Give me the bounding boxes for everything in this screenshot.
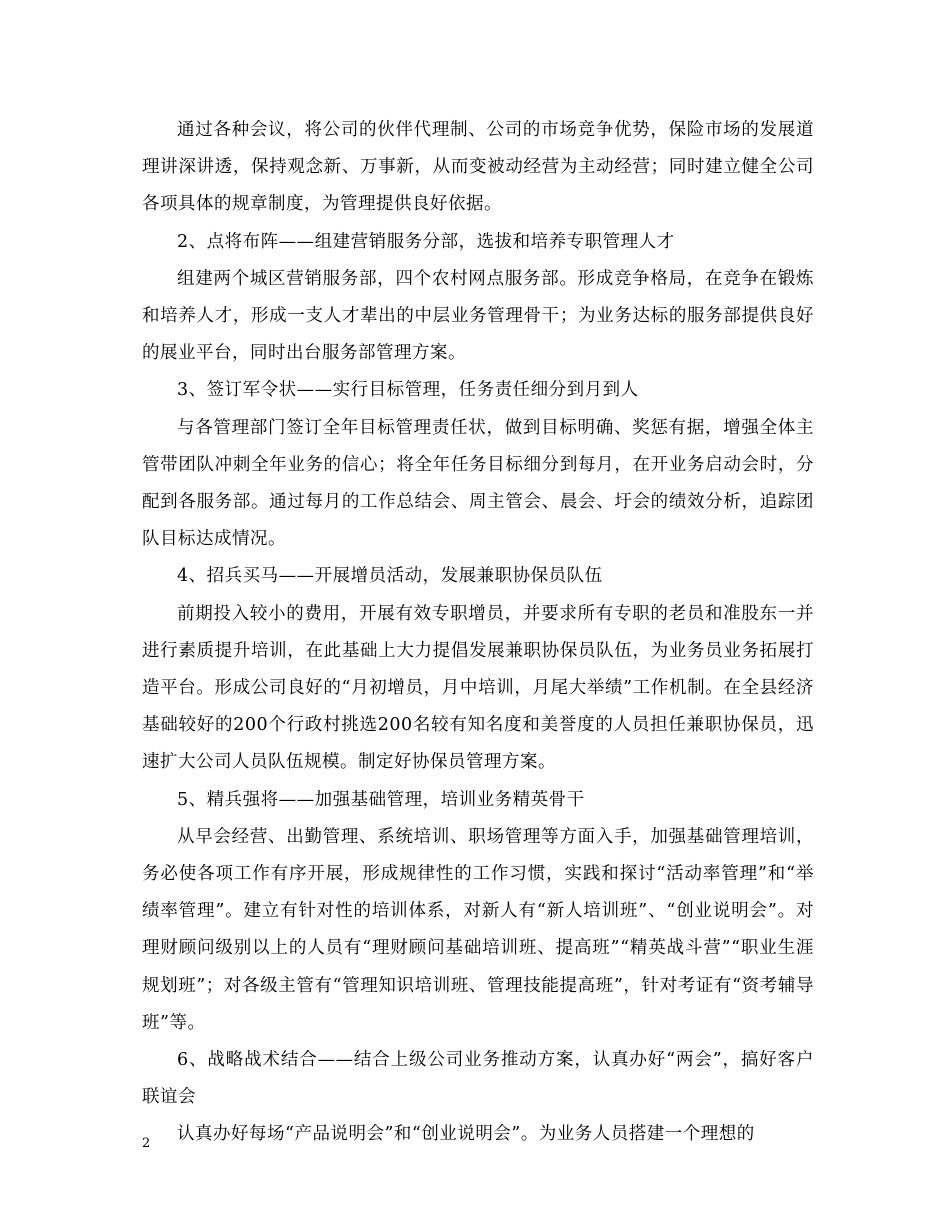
paragraph-recruitment: 前期投入较小的费用，开展有效专职增员，并要求所有专职的老员和准股东一并进行素质提升培训，在此基础上大力提倡发展兼职协保员队伍，为业务员业务拓展打造平台。形成公司良好的“月初增员，月中培训，月尾大举绩”工作机制。在全县经济基础较好的200个行政村挑选200名较有知名度和美誉度的人员担任兼职协保员，迅速扩大公司人员队伍规模。制定好协保员管理方案。 (142, 603, 814, 773)
page-number: 2 (142, 1136, 151, 1151)
paragraph-intro-meetings: 通过各种会议，将公司的伙伴代理制、公司的市场竞争优势，保险市场的发展道理讲深讲透，保持观念新、万事新，从而变被动经营为主动经营；同时建立健全公司各项具体的规章制度，为管理提供良好依据。 (142, 120, 814, 215)
document-body (142, 112, 814, 1154)
paragraph-target-management: 与各管理部门签订全年目标管理责任状，做到目标明确、奖惩有据，增强全体主管带团队冲刺全年业务的信心；将全年任务目标细分到每月，在开业务启动会时，分配到各服务部。通过每月的工作总结会、周主管会、晨会、圩会的绩效分析，追踪团队目标达成情况。 (142, 417, 814, 550)
heading-3-military-order: 3、签订军令状——实行目标管理，任务责任细分到月到人 (177, 380, 639, 401)
paragraph-briefing-sessions: 认真办好每场“产品说明会”和“创业说明会”。为业务人员搭建一个理想的 (177, 1124, 755, 1145)
paragraph-basic-management-training: 从早会经营、出勤管理、系统培训、职场管理等方面入手，加强基础管理培训，务必使各项工作有序开展，形成规律性的工作习惯，实践和探讨“活动率管理”和“举绩率管理”。建立有针对性的培训体系，对新人有“新人培训班”、“创业说明会”。对理财顾问级别以上的人员有“理财顾问基础培训班、提高班”“精英战斗营”“职业生涯规划班”；对各级主管有“管理知识培训班、管理技能提高班”，针对考证有“资考辅导班”等。 (142, 826, 814, 1033)
heading-6-strategy-tactics: 6、战略战术结合——结合上级公司业务推动方案，认真办好“两会”，搞好客户联谊会 (142, 1050, 814, 1108)
heading-4-recruit: 4、招兵买马——开展增员活动，发展兼职协保员队伍 (177, 566, 603, 587)
heading-5-elite-training: 5、精兵强将——加强基础管理，培训业务精英骨干 (177, 789, 585, 810)
paragraph-service-departments: 组建两个城区营销服务部，四个农村网点服务部。形成竞争格局，在竞争在锻炼和培养人才，形成一支人才辈出的中层业务管理骨干；为业务达标的服务部提供良好的展业平台，同时出台服务部管理方案。 (142, 268, 814, 364)
heading-2-deploy-generals: 2、点将布阵——组建营销服务分部，选拔和培养专职管理人才 (177, 231, 675, 252)
